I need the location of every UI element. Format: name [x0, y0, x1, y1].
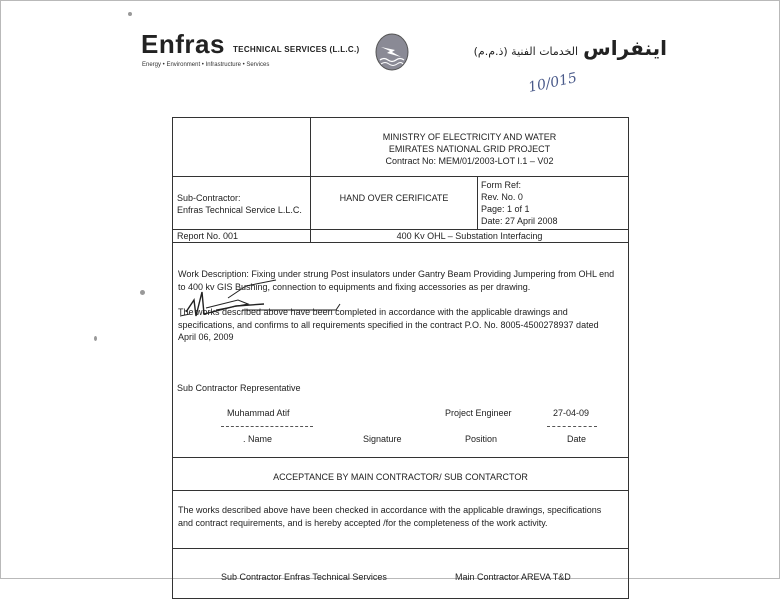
- contract-number: Contract No: MEM/01/2003-LOT I.1 – V02: [385, 156, 554, 166]
- row-divider: [173, 242, 628, 243]
- emblem-icon: [375, 33, 409, 71]
- arabic-subtitle: الخدمات الفنية (ذ.م.م): [473, 45, 579, 58]
- signature-mark: [176, 270, 441, 330]
- representative-name: Muhammad Atif: [227, 408, 290, 418]
- handwritten-note: 10/015: [526, 70, 579, 96]
- subcontractor-name: Enfras Technical Service L.L.C.: [177, 205, 302, 215]
- subject-line: 400 Kv OHL – Substation Interfacing: [396, 231, 543, 241]
- row-divider: [173, 490, 628, 491]
- certificate-title: HAND OVER CERIFICATE: [339, 193, 449, 203]
- acceptance-heading: ACCEPTANCE BY MAIN CONTRACTOR/ SUB CONTARCTOR: [273, 472, 528, 482]
- scan-speck: [128, 12, 132, 16]
- handover-form: [172, 117, 629, 599]
- position-label: Position: [465, 434, 498, 444]
- scan-speck: [94, 336, 97, 341]
- form-ref-label: Form Ref:: [481, 180, 522, 190]
- project-title: EMIRATES NATIONAL GRID PROJECT: [388, 144, 551, 154]
- date-line: [547, 426, 597, 427]
- name-line: [221, 426, 313, 427]
- form-rev: Rev. No. 0: [481, 192, 523, 202]
- work-description: Work Description: Fixing under strung Post insulators under Gantry Beam Providing Jumpering from OHL end to 400 kv GIS Bushing, connection to equipments and fixing accessories as per drawing.: [178, 269, 615, 292]
- date-label: Date: [567, 434, 587, 444]
- form-page: Page: 1 of 1: [481, 204, 530, 214]
- scan-speck: [140, 290, 145, 295]
- row-divider: [173, 548, 628, 549]
- arabic-company-name: [455, 36, 667, 60]
- signature-label: Signature: [363, 434, 402, 444]
- report-number: Report No. 001: [177, 231, 239, 241]
- company-suffix: TECHNICAL SERVICES (L.L.C.): [233, 45, 360, 54]
- company-tagline: Energy • Environment • Infrastructure • Services: [142, 62, 270, 68]
- footer-subcontractor: Sub Contractor Enfras Technical Services: [221, 572, 387, 582]
- representative-heading: Sub Contractor Representative: [177, 383, 301, 393]
- completion-statement: The works described above have been completed in accordance with the applicable drawings and specifications, and confirms to all requirements specified in the contract P.O. No. 8005-4500278937 dated April 06, 2009: [178, 307, 599, 342]
- subcontractor-label: Sub-Contractor:: [177, 193, 241, 203]
- row-divider: [173, 176, 628, 177]
- acceptance-statement: The works described above have been checked in accordance with the applicable drawings, specifications and contract requirements, and is hereby accepted /for the completeness of the work activity.: [178, 505, 602, 528]
- name-label: . Name: [243, 434, 273, 444]
- arabic-name: اينفراس: [583, 36, 667, 60]
- company-logo: Enfras: [141, 29, 225, 59]
- row-divider: [173, 457, 628, 458]
- col-divider: [477, 176, 478, 229]
- form-date: Date: 27 April 2008: [481, 216, 558, 226]
- footer-main-contractor: Main Contractor AREVA T&D: [455, 572, 571, 582]
- representative-date: 27-04-09: [553, 408, 590, 418]
- representative-position: Project Engineer: [445, 408, 512, 418]
- ministry-title: MINISTRY OF ELECTRICITY AND WATER: [382, 132, 557, 142]
